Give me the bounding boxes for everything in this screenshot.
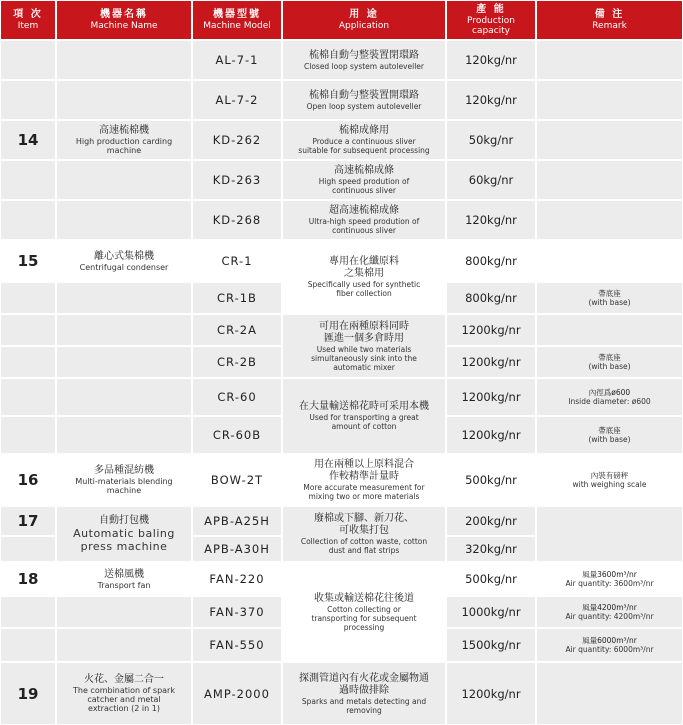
remark-cell xyxy=(536,628,683,662)
item-cell-blank xyxy=(0,200,56,240)
remark-zh: 風量3600m³/nr xyxy=(582,570,637,579)
capacity-cell: 1500kg/nr xyxy=(446,628,536,662)
header-item xyxy=(0,0,56,40)
machine-name-cell xyxy=(56,662,192,725)
remark-zh: 帶底座 xyxy=(598,426,621,435)
name-zh: 自動打包機 xyxy=(99,515,149,526)
remark-en: Air quantity: 4200m³/nr xyxy=(565,612,654,621)
app-zh: 廢棉或下腳、新刀花、 xyxy=(314,513,414,524)
app-en: suitable for subsequent processing xyxy=(298,146,430,155)
app-zh: 梳棉自動勻整裝置閉環路 xyxy=(309,49,419,61)
model-cell: FAN-370 xyxy=(192,596,282,628)
capacity-cell: 1200kg/nr xyxy=(446,416,536,454)
capacity-cell: 500kg/nr xyxy=(446,562,536,596)
header-model-zh: 機器型號 xyxy=(213,9,261,20)
app-en: Cotton collecting or xyxy=(327,604,401,614)
item-cell-blank xyxy=(0,536,56,562)
app-en: Used for transporting a great xyxy=(309,413,419,422)
remark-cell xyxy=(536,378,683,416)
remark-en: Air quantity: 3600m³/nr xyxy=(565,579,654,588)
name-cell-blank xyxy=(56,80,192,120)
header-machine-model xyxy=(192,0,282,40)
name-zh: 多品種混紡機 xyxy=(94,465,154,476)
app-zh: 作較精準計量時 xyxy=(329,471,399,482)
item-cell-blank xyxy=(0,596,56,628)
application-cell xyxy=(282,80,446,120)
remark-cell-blank xyxy=(536,200,683,240)
model-cell: CR-2A xyxy=(192,314,282,346)
item-number: 15 xyxy=(0,240,56,282)
name-cell-blank xyxy=(56,628,192,662)
app-en: Ultra-high speed prodution of xyxy=(308,217,420,226)
name-cell-blank xyxy=(56,40,192,80)
model-cell: FAN-220 xyxy=(192,562,282,596)
item-number: 17 xyxy=(0,506,56,536)
app-zh: 梳棉自動勻整裝置開環路 xyxy=(309,89,419,101)
remark-en: (with base) xyxy=(588,362,631,371)
capacity-cell: 1200kg/nr xyxy=(446,662,536,725)
model-cell: APB-A25H xyxy=(192,506,282,536)
model-cell: BOW-2T xyxy=(192,454,282,506)
name-cell-blank xyxy=(56,378,192,416)
capacity-cell: 800kg/nr xyxy=(446,240,536,282)
app-en: amount of cotton xyxy=(331,422,397,431)
header-capacity xyxy=(446,0,536,40)
model-cell: FAN-550 xyxy=(192,628,282,662)
application-cell xyxy=(282,662,446,725)
name-en: High production carding xyxy=(75,137,173,146)
name-cell-blank xyxy=(56,200,192,240)
name-en: machine xyxy=(106,486,142,495)
app-zh: 匯進一個多倉時用 xyxy=(324,332,404,344)
app-en: transporting for subsequent xyxy=(311,613,417,623)
name-cell-blank xyxy=(56,346,192,378)
application-cell xyxy=(282,562,446,662)
capacity-cell: 800kg/nr xyxy=(446,282,536,314)
name-en: catcher and metal xyxy=(87,695,161,704)
header-cap-en2: capacity xyxy=(472,26,510,36)
header-remark-en: Remark xyxy=(592,21,627,31)
header-application xyxy=(282,0,446,40)
app-zh: 收集或輸送棉花往後道 xyxy=(314,592,414,604)
model-cell: CR-1B xyxy=(192,282,282,314)
remark-cell-blank xyxy=(536,80,683,120)
app-zh: 在大量輸送棉花時可采用本機 xyxy=(299,401,429,412)
app-en: fiber collection xyxy=(336,289,392,298)
name-cell-blank xyxy=(56,160,192,200)
header-cap-en1: Production xyxy=(467,16,515,26)
model-cell: CR-60 xyxy=(192,378,282,416)
app-en: continuous sliver xyxy=(332,226,396,235)
capacity-cell: 1200kg/nr xyxy=(446,378,536,416)
model-cell: CR-60B xyxy=(192,416,282,454)
name-zh: 送棉風機 xyxy=(104,568,144,580)
app-en: High speed prodution of xyxy=(318,177,410,186)
model-cell: AL-7-2 xyxy=(192,80,282,120)
remark-cell-blank xyxy=(536,662,683,725)
item-cell-blank xyxy=(0,160,56,200)
header-name-zh: 機器名稱 xyxy=(100,9,148,20)
item-number: 14 xyxy=(0,120,56,160)
app-en: More accurate measurement for xyxy=(303,483,425,492)
name-zh: 火花、金屬二合一 xyxy=(84,674,164,685)
header-item-zh: 項 次 xyxy=(13,9,43,20)
remark-cell xyxy=(536,282,683,314)
app-en: Closed loop system autoleveller xyxy=(304,61,424,71)
header-app-zh: 用 途 xyxy=(349,9,379,20)
remark-zh: 內裝有磅秤 xyxy=(590,471,629,480)
name-en: Centrifugal condenser xyxy=(79,262,169,272)
model-cell: AL-7-1 xyxy=(192,40,282,80)
application-cell xyxy=(282,120,446,160)
item-cell-blank xyxy=(0,80,56,120)
name-cell-blank xyxy=(56,596,192,628)
name-en: extraction (2 in 1) xyxy=(88,704,160,713)
capacity-cell: 200kg/nr xyxy=(446,506,536,536)
machine-name-cell xyxy=(56,120,192,160)
app-en: Open loop system autoleveller xyxy=(306,101,422,111)
capacity-cell: 120kg/nr xyxy=(446,200,536,240)
application-cell xyxy=(282,378,446,454)
header-cap-zh: 產 能 xyxy=(476,4,506,15)
app-zh: 用在兩種以上原料混合 xyxy=(314,459,414,470)
app-en: automatic mixer xyxy=(333,362,395,372)
app-en: Used while two materials xyxy=(316,344,412,354)
model-cell: CR-2B xyxy=(192,346,282,378)
name-zh: 離心式集棉機 xyxy=(94,250,154,262)
model-cell: AMP-2000 xyxy=(192,662,282,725)
header-remark-zh: 備 注 xyxy=(594,9,625,20)
remark-en: with weighing scale xyxy=(572,480,647,489)
remark-cell xyxy=(536,346,683,378)
app-en: mixing two or more materials xyxy=(308,492,420,501)
header-machine-name xyxy=(56,0,192,40)
capacity-cell: 500kg/nr xyxy=(446,454,536,506)
machine-name-cell xyxy=(56,506,192,562)
remark-cell xyxy=(536,454,683,506)
name-en: press machine xyxy=(80,540,168,553)
item-number: 18 xyxy=(0,562,56,596)
app-zh: 探測管道內有火花或金屬物通 xyxy=(299,672,429,684)
app-zh: 梳棉成條用 xyxy=(339,125,389,136)
capacity-cell: 120kg/nr xyxy=(446,80,536,120)
app-en: dust and flat strips xyxy=(328,546,400,555)
item-cell-blank xyxy=(0,40,56,80)
remark-en: (with base) xyxy=(588,298,631,307)
app-zh: 可收集打包 xyxy=(339,525,389,536)
header-name-en: Machine Name xyxy=(90,21,158,31)
remark-zh: 帶底座 xyxy=(598,353,621,362)
name-en: machine xyxy=(106,146,142,155)
app-en: removing xyxy=(346,705,382,715)
header-app-en: Application xyxy=(338,21,390,31)
remark-zh: 風量6000m³/nr xyxy=(582,636,637,645)
name-cell-blank xyxy=(56,416,192,454)
app-zh: 之集棉用 xyxy=(344,268,384,279)
application-cell xyxy=(282,314,446,378)
capacity-cell: 50kg/nr xyxy=(446,120,536,160)
capacity-cell: 320kg/nr xyxy=(446,536,536,562)
item-cell-blank xyxy=(0,314,56,346)
name-en: The combination of spark xyxy=(73,686,175,695)
remark-cell xyxy=(536,596,683,628)
app-en: Sparks and metals detecting and xyxy=(301,696,427,706)
name-cell-blank xyxy=(56,282,192,314)
capacity-cell: 120kg/nr xyxy=(446,40,536,80)
capacity-cell: 1200kg/nr xyxy=(446,346,536,378)
application-cell xyxy=(282,506,446,562)
name-en: Transport fan xyxy=(97,580,151,590)
remark-cell xyxy=(536,562,683,596)
app-en: Specifically used for synthetic xyxy=(307,280,421,289)
app-en: Collection of cotton waste, cotton xyxy=(300,537,428,546)
item-cell-blank xyxy=(0,282,56,314)
machine-name-cell xyxy=(56,240,192,282)
remark-zh: 內徑爲ø600 xyxy=(588,388,631,397)
remark-cell-blank xyxy=(536,120,683,160)
capacity-cell: 60kg/nr xyxy=(446,160,536,200)
name-zh: 高速梳棉機 xyxy=(99,125,149,136)
model-cell: KD-262 xyxy=(192,120,282,160)
app-en: Produce a continuous sliver xyxy=(312,137,416,146)
item-cell-blank xyxy=(0,416,56,454)
remark-en: (with base) xyxy=(588,435,631,444)
application-cell xyxy=(282,240,446,314)
remark-cell xyxy=(536,416,683,454)
remark-cell-blank xyxy=(536,40,683,80)
remark-cell-blank xyxy=(536,506,683,562)
model-cell: CR-1 xyxy=(192,240,282,282)
app-zh: 過時做排除 xyxy=(339,684,389,696)
item-cell-blank xyxy=(0,628,56,662)
application-cell xyxy=(282,200,446,240)
remark-cell-blank xyxy=(536,160,683,200)
app-zh: 高速梳棉成條 xyxy=(334,165,394,176)
header-item-en: Item xyxy=(17,21,39,31)
header-model-en: Machine Model xyxy=(203,21,271,31)
name-cell-blank xyxy=(56,314,192,346)
remark-zh: 風量4200m³/nr xyxy=(582,603,637,612)
app-en: continuous sliver xyxy=(332,186,396,195)
remark-cell-blank xyxy=(536,314,683,346)
app-zh: 超高速梳棉成條 xyxy=(329,205,399,216)
name-en: Automatic baling xyxy=(73,527,175,540)
capacity-cell: 1000kg/nr xyxy=(446,596,536,628)
app-zh: 可用在兩種原料同時 xyxy=(319,320,409,332)
model-cell: KD-268 xyxy=(192,200,282,240)
name-en: Multi-materials blending xyxy=(75,477,173,486)
app-zh: 專用在化纖原料 xyxy=(329,256,399,267)
model-cell: KD-263 xyxy=(192,160,282,200)
application-cell xyxy=(282,40,446,80)
application-cell xyxy=(282,160,446,200)
item-cell-blank xyxy=(0,346,56,378)
machine-name-cell xyxy=(56,562,192,596)
remark-zh: 帶底座 xyxy=(598,289,621,298)
item-cell-blank xyxy=(0,378,56,416)
item-number: 19 xyxy=(0,662,56,725)
remark-en: Inside diameter: ø600 xyxy=(568,397,651,406)
machine-name-cell xyxy=(56,454,192,506)
app-en: processing xyxy=(343,622,385,632)
capacity-cell: 1200kg/nr xyxy=(446,314,536,346)
header-remark xyxy=(536,0,683,40)
model-cell: APB-A30H xyxy=(192,536,282,562)
remark-en: Air quantity: 6000m³/nr xyxy=(565,645,654,654)
application-cell xyxy=(282,454,446,506)
app-en: simultaneously sink into the xyxy=(311,353,417,363)
remark-cell-blank xyxy=(536,240,683,282)
item-number: 16 xyxy=(0,454,56,506)
